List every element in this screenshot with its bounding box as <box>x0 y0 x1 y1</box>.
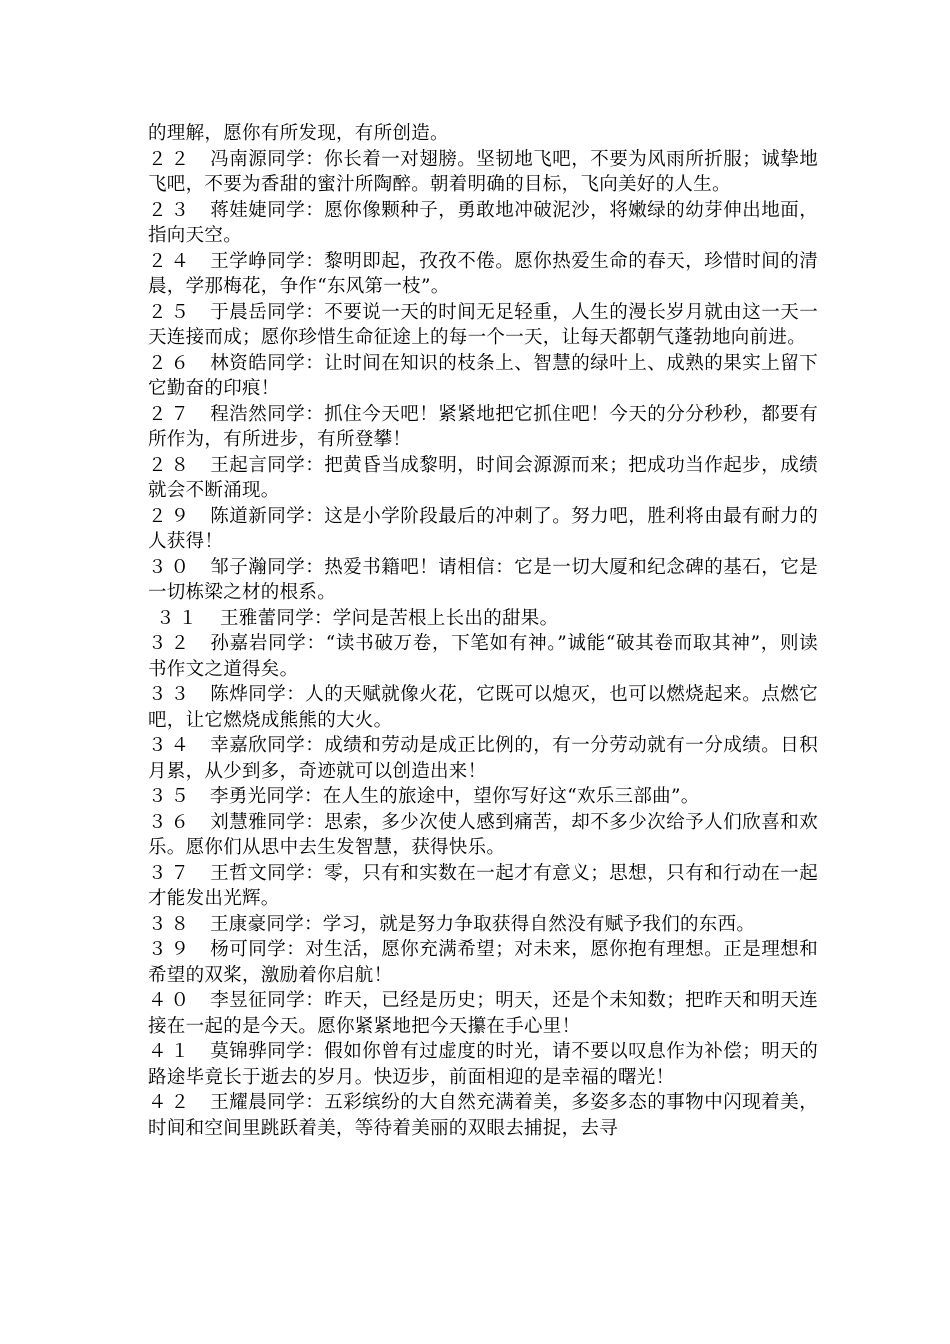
list-item <box>148 810 818 861</box>
continuation-text: 的理解，愿你有所发现，有所创造。 <box>148 123 449 144</box>
list-item <box>148 733 818 784</box>
entry-text: 刘慧雅同学：思索，多少次使人感到痛苦，却不多少次给予人们欣喜和欢乐。愿你们从思中去生发智慧，获得快乐。 <box>148 811 818 858</box>
entry-number: ３４ <box>148 735 194 756</box>
entry-number: ２９ <box>148 505 194 527</box>
entry-text: 蒋娃婕同学：愿你像颗种子，勇敢地冲破泥沙，将嫩绿的幼芽伸出地面，指向天空。 <box>148 199 818 246</box>
entry-text: 杨可同学：对生活，愿你充满希望；对未来，愿你抱有理想。正是理想和希望的双桨，激励着你启航！ <box>148 939 818 986</box>
entry-number: ３１ <box>156 607 202 629</box>
entry-text: 王哲文同学：零，只有和实数在一起才有意义；思想，只有和行动在一起才能发出光辉。 <box>148 862 818 909</box>
list-item <box>148 147 818 198</box>
entry-number: ３５ <box>148 786 194 807</box>
list-item <box>148 861 818 912</box>
list-item <box>148 504 818 555</box>
entry-text: 陈道新同学：这是小学阶段最后的冲刺了。努力吧，胜利将由最有耐力的人获得！ <box>148 505 818 552</box>
list-item <box>148 249 818 300</box>
entry-number: ２３ <box>148 199 194 221</box>
entry-text: 邹子瀚同学：热爱书籍吧！请相信：它是一切大厦和纪念碑的基石，它是一切栋梁之材的根系。 <box>148 556 818 603</box>
entry-text: 王起言同学：把黄昏当成黎明，时间会源源而来；把成功当作起步，成绩就会不断涌现。 <box>148 454 818 501</box>
list-item <box>148 555 818 606</box>
entry-text: 王学峥同学：黎明即起，孜孜不倦。愿你热爱生命的春天，珍惜时间的清晨，学那梅花，争作“东风第一枝”。 <box>148 250 818 297</box>
list-item <box>148 453 818 504</box>
entry-number: ２７ <box>148 403 194 425</box>
entry-number: ３９ <box>148 939 194 960</box>
entry-number: ２５ <box>148 301 194 323</box>
entry-text: 王雅蕾同学：学问是苦根上长出的甜果。 <box>220 607 559 629</box>
entry-text: 于晨岳同学：不要说一天的时间无足轻重，人生的漫长岁月就由这一天一天连接而成；愿你珍惜生命征途上的每一个一天，让每天都朝气蓬勃地向前进。 <box>148 301 818 348</box>
list-item <box>148 402 818 453</box>
entry-number: ３８ <box>148 913 194 935</box>
entry-number: ４０ <box>148 990 194 1011</box>
entry-text: 王耀晨同学：五彩缤纷的大自然充满着美，多姿多态的事物中闪现着美，时间和空间里跳跃着美，等待着美丽的双眼去捕捉，去寻 <box>148 1092 818 1139</box>
entry-number: ２６ <box>148 352 194 374</box>
list-item <box>148 198 818 249</box>
entry-text: 李昱征同学：昨天，已经是历史；明天，还是个未知数；把昨天和明天连接在一起的是今天。愿你紧紧地把今天攥在手心里！ <box>148 990 818 1037</box>
entry-number: ３７ <box>148 862 194 884</box>
list-item <box>148 606 818 632</box>
list-item <box>148 937 818 988</box>
document-body <box>148 121 818 1141</box>
entry-number: ３２ <box>148 633 194 654</box>
entry-text: 王康豪同学：学习，就是努力争取获得自然没有赋予我们的东西。 <box>210 913 756 935</box>
list-item <box>148 1090 818 1141</box>
list-item <box>148 351 818 402</box>
entry-number: ４１ <box>148 1041 194 1062</box>
entry-text: 林资皓同学：让时间在知识的枝条上、智慧的绿叶上、成熟的果实上留下它勤奋的印痕！ <box>148 352 818 399</box>
list-item <box>148 682 818 733</box>
entry-text: 冯南源同学：你长着一对翅膀。坚韧地飞吧，不要为风雨所折服；诚挚地飞吧，不要为香甜的蜜汁所陶醉。朝着明确的目标，飞向美好的人生。 <box>148 148 818 195</box>
entry-number: ２８ <box>148 454 194 476</box>
list-item <box>148 300 818 351</box>
entry-text: 孙嘉岩同学：“读书破万卷，下笔如有神。”诚能“破其卷而取其神”，则读书作文之道得矣。 <box>148 633 818 680</box>
entry-text: 程浩然同学：抓住今天吧！紧紧地把它抓住吧！今天的分分秒秒，都要有所作为，有所进步，有所登攀！ <box>148 403 818 450</box>
entry-text: 李勇光同学：在人生的旅途中，望你写好这“欢乐三部曲”。 <box>210 786 700 807</box>
list-item <box>148 988 818 1039</box>
entry-number: ３６ <box>148 811 194 833</box>
entry-number: ２４ <box>148 250 194 272</box>
entry-number: ２２ <box>148 148 194 170</box>
entry-text: 陈烨同学：人的天赋就像火花，它既可以熄灭，也可以燃烧起来。点燃它吧，让它燃烧成熊熊的大火。 <box>148 684 818 731</box>
list-item <box>148 631 818 682</box>
entry-number: ３０ <box>148 556 194 578</box>
list-item <box>148 912 818 938</box>
entry-number: ３３ <box>148 684 194 705</box>
entry-number: ４２ <box>148 1092 194 1113</box>
entry-text: 幸嘉欣同学：成绩和劳动是成正比例的，有一分劳动就有一分成绩。日积月累，从少到多，奇迹就可以创造出来！ <box>148 735 818 782</box>
entry-text: 莫锦骅同学：假如你曾有过虚度的时光，请不要以叹息作为补偿；明天的路途毕竟长于逝去的岁月。快迈步，前面相迎的是幸福的曙光！ <box>148 1041 818 1088</box>
list-item <box>148 784 818 810</box>
list-item <box>148 1039 818 1090</box>
